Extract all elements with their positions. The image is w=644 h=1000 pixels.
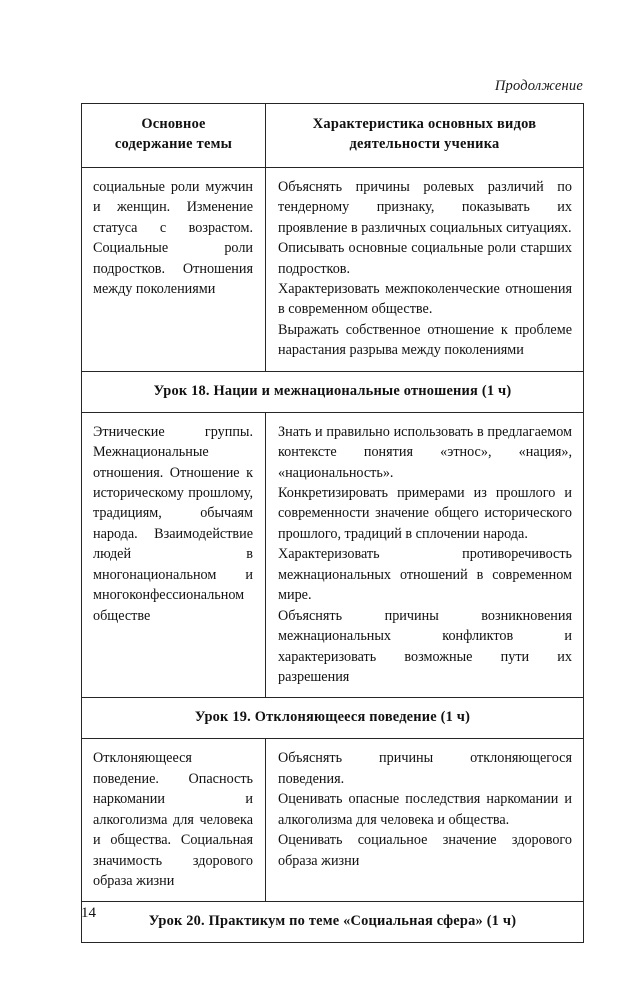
topic-text: социальные роли мужчин и женщин. Изменение статуса с возрастом. Социальные роли подростков. Отношения между поколениями	[93, 178, 253, 297]
table-header-row	[82, 104, 584, 168]
schedule-table-wrapper	[81, 103, 583, 943]
column-header-activity-line2: деятельности ученика	[349, 135, 500, 152]
column-header-topic-line2: содержание темы	[114, 135, 233, 152]
column-header-topic-line1: Основное	[141, 116, 206, 132]
topic-text: Этнические группы. Межнациональные отношения. Отношение к историческому прошлому, традициям, обычаям народа. Взаимодействие людей в многонациональном и многоконфессиональном обществе	[93, 423, 253, 624]
topic-content-cell	[82, 739, 266, 902]
activity-paragraph: Объяснять причины возникновения межнациональных конфликтов и характеризовать возможные пути их разрешения	[278, 607, 572, 685]
column-header-topic-content	[82, 104, 266, 168]
topic-content-cell	[82, 412, 266, 698]
table-row	[82, 371, 584, 412]
running-head: Продолжение	[494, 78, 583, 94]
topic-text: Отклоняющееся поведение. Опасность наркомании и алкоголизма для человека и общества. Социальная значимость здорового образа жизни	[93, 750, 253, 889]
activity-content-cell	[266, 739, 584, 902]
activity-paragraph: Объяснять причины отклоняющегося поведения.	[278, 750, 572, 787]
table-row	[82, 902, 584, 943]
activity-paragraph: Описывать основные социальные роли старших подростков.	[278, 240, 572, 277]
activity-paragraph: Выражать собственное отношение к проблеме нарастания разрыва между поколениями	[278, 321, 572, 359]
lesson-heading-row: Урок 19. Отклоняющееся поведение (1 ч)	[82, 698, 584, 739]
column-header-activity-line1: Характеристика основных видов	[312, 116, 537, 132]
lesson-heading-row: Урок 18. Нации и межнациональные отношения (1 ч)	[82, 371, 584, 412]
table-row	[82, 412, 584, 698]
activity-paragraph: Характеризовать противоречивость межнациональных отношений в современном мире.	[278, 546, 572, 604]
activity-paragraph: Оценивать опасные последствия наркомании и алкоголизма для человека и общества.	[278, 791, 572, 828]
topic-content-cell	[82, 167, 266, 371]
schedule-table	[81, 103, 584, 943]
table-row	[82, 167, 584, 371]
activity-content-cell	[266, 412, 584, 698]
activity-paragraph: Характеризовать межпоколенческие отношения в современном обществе.	[278, 280, 572, 318]
table-row	[82, 698, 584, 739]
activity-content-cell	[266, 167, 584, 371]
activity-paragraph: Знать и правильно использовать в предлагаемом контексте понятия «этнос», «нация», «национальность».	[278, 423, 572, 481]
activity-paragraph: Оценивать социальное значение здорового образа жизни	[278, 832, 572, 869]
column-header-student-activity	[266, 104, 584, 168]
lesson-heading-row: Урок 20. Практикум по теме «Социальная сфера» (1 ч)	[82, 902, 584, 943]
activity-paragraph: Объяснять причины ролевых различий по тендерному признаку, показывать их проявление в различных социальных ситуациях.	[278, 178, 572, 236]
activity-paragraph: Конкретизировать примерами из прошлого и современности значение общего исторического прошлого, традиций в сплочении народа.	[278, 485, 572, 542]
page-number: 14	[81, 905, 96, 921]
table-row	[82, 739, 584, 902]
